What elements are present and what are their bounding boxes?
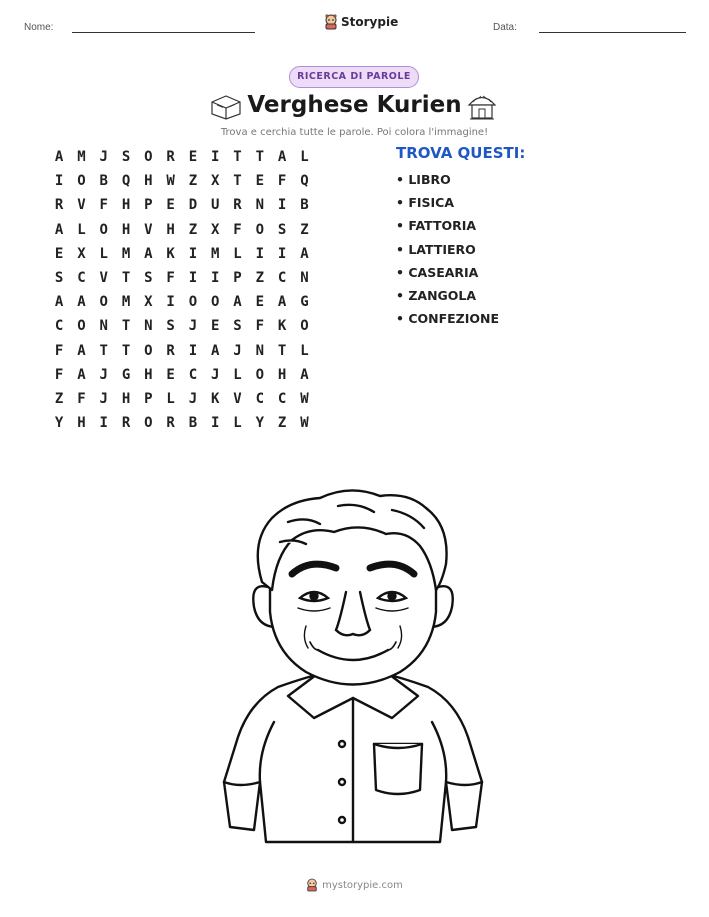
grid-letter[interactable]: V [99,269,108,286]
coloring-portrait[interactable] [210,482,500,852]
grid-letter[interactable]: R [233,197,242,214]
grid-letter[interactable]: A [277,149,287,165]
grid-letter[interactable]: F [54,366,64,383]
grid-letter[interactable]: Q [300,173,309,190]
grid-letter[interactable]: K [277,318,287,335]
grid-letter[interactable]: I [188,342,198,359]
word-search-grid[interactable] [48,148,316,438]
grid-letter[interactable]: L [77,221,86,238]
grid-letter[interactable]: L [99,245,108,262]
grid-letter[interactable]: A [233,294,242,311]
grid-letter[interactable]: H [121,390,131,407]
grid-row [48,390,316,414]
grid-letter[interactable]: A [144,245,153,262]
grid-row [48,221,316,245]
grid-letter[interactable]: I [255,245,265,262]
grid-letter[interactable]: Z [188,221,198,238]
grid-letter[interactable]: P [144,390,153,407]
grid-letter[interactable]: X [211,173,220,190]
date-label: Data: [493,22,517,33]
grid-letter[interactable]: Z [300,221,309,238]
grid-letter[interactable]: D [188,197,198,214]
grid-letter[interactable]: F [166,269,175,286]
grid-row [48,269,316,293]
grid-letter[interactable]: L [233,245,242,262]
grid-letter[interactable]: S [54,269,64,286]
grid-letter[interactable]: S [144,269,153,286]
grid-letter[interactable]: T [121,269,131,286]
grid-letter[interactable]: I [211,149,220,165]
page-title: Verghese Kurien [247,92,462,118]
grid-letter[interactable]: A [54,149,64,165]
grid-letter[interactable]: K [166,245,175,262]
word-item: • FISICA [396,195,455,211]
grid-letter[interactable]: L [300,149,309,165]
grid-letter[interactable]: L [166,390,175,407]
grid-letter[interactable]: R [54,197,64,214]
word-item: • CASEARIA [396,264,479,280]
grid-row [48,366,316,390]
grid-letter[interactable]: U [211,197,220,214]
grid-letter[interactable]: O [144,342,153,359]
grid-letter[interactable]: I [277,197,287,214]
grid-letter[interactable]: F [277,173,287,190]
grid-letter[interactable]: C [77,269,86,286]
grid-row [48,342,316,366]
name-line[interactable] [72,32,255,33]
grid-letter[interactable]: Z [277,415,287,432]
grid-letter[interactable]: O [99,294,108,311]
footer-link[interactable]: mystorypie.com [322,879,403,891]
grid-letter[interactable]: B [300,197,309,214]
word-list-title: TROVA QUESTI: [396,144,526,162]
grid-letter[interactable]: I [277,245,287,262]
grid-letter[interactable]: H [277,366,287,383]
grid-letter[interactable]: C [277,390,287,407]
grid-row [48,317,316,341]
grid-letter[interactable]: W [166,173,175,190]
grid-letter[interactable]: P [233,269,242,286]
grid-letter[interactable]: H [77,415,86,432]
title-row [0,92,709,124]
grid-letter[interactable]: F [99,197,108,214]
grid-row [48,172,316,196]
grid-letter[interactable]: S [277,221,287,238]
grid-letter[interactable]: M [121,294,131,311]
storypie-mascot-icon [324,14,338,30]
grid-letter[interactable]: Z [188,173,198,190]
grid-letter[interactable]: J [188,390,198,407]
grid-row [48,414,316,438]
grid-letter[interactable]: T [277,342,287,359]
grid-letter[interactable]: X [211,221,220,238]
grid-letter[interactable]: Y [54,415,64,432]
brand-logo [324,14,398,30]
word-item: • CONFEZIONE [396,311,500,327]
grid-letter[interactable]: H [144,173,153,190]
grid-letter[interactable]: F [77,390,86,407]
grid-letter[interactable]: T [99,342,108,359]
grid-letter[interactable]: C [54,318,64,335]
grid-letter[interactable]: N [255,197,265,214]
grid-letter[interactable]: X [144,294,153,311]
grid-letter[interactable]: S [166,318,175,335]
grid-letter[interactable]: O [144,149,153,165]
grid-letter[interactable]: T [121,318,131,335]
grid-letter[interactable]: P [144,197,153,214]
instructions: Trova e cerchia tutte le parole. Poi colora l'immagine! [220,127,489,138]
grid-letter[interactable]: Z [54,390,64,407]
grid-letter[interactable]: O [188,294,198,311]
grid-letter[interactable]: J [99,390,108,407]
grid-letter[interactable]: H [121,197,131,214]
grid-letter[interactable]: E [54,245,64,262]
grid-letter[interactable]: A [54,294,64,311]
grid-letter[interactable]: I [54,173,64,190]
grid-letter[interactable]: E [188,149,198,165]
grid-letter[interactable]: E [255,173,265,190]
grid-letter[interactable]: T [233,149,242,165]
grid-letter[interactable]: O [211,294,220,311]
grid-letter[interactable]: A [77,294,86,311]
header [0,14,709,44]
grid-letter[interactable]: F [233,221,242,238]
name-label: Nome: [24,22,54,33]
grid-letter[interactable]: T [255,149,265,165]
grid-letter[interactable]: I [211,269,220,286]
grid-letter[interactable]: J [233,342,242,359]
grid-letter[interactable]: A [300,245,309,262]
grid-letter[interactable]: G [300,294,309,311]
grid-letter[interactable]: I [99,415,108,432]
grid-letter[interactable]: M [211,245,220,262]
grid-letter[interactable]: F [255,318,265,335]
word-item: • FATTORIA [396,218,477,234]
grid-letter[interactable]: A [54,221,64,238]
grid-letter[interactable]: O [99,221,108,238]
date-line[interactable] [539,32,686,33]
grid-letter[interactable]: X [77,245,86,262]
grid-letter[interactable]: S [233,318,242,335]
grid-letter[interactable]: C [255,390,265,407]
grid-letter[interactable]: V [233,390,242,407]
grid-letter[interactable]: C [188,366,198,383]
word-list [396,144,525,334]
grid-letter[interactable]: H [144,366,153,383]
grid-letter[interactable]: H [121,221,131,238]
brand-name: Storypie [341,15,399,29]
grid-letter[interactable]: O [255,221,265,238]
grid-letter[interactable]: J [99,149,108,165]
grid-letter[interactable]: A [211,342,220,359]
grid-letter[interactable]: A [77,342,86,359]
grid-letter[interactable]: V [77,197,86,214]
grid-letter[interactable]: B [188,415,198,432]
grid-letter[interactable]: I [166,294,175,311]
grid-row [48,245,316,269]
grid-letter[interactable]: W [300,415,309,432]
grid-letter[interactable]: G [121,366,131,383]
grid-letter[interactable]: R [166,149,175,165]
grid-letter[interactable]: O [77,173,86,190]
grid-letter[interactable]: A [300,366,309,383]
footer [0,878,709,892]
grid-letter[interactable]: T [121,342,131,359]
grid-letter[interactable]: T [233,173,242,190]
grid-letter[interactable]: I [211,415,220,432]
grid-row [48,196,316,220]
grid-letter[interactable]: H [166,221,175,238]
grid-letter[interactable]: V [144,221,153,238]
grid-row [48,148,316,172]
storypie-mascot-icon [306,878,318,892]
grid-letter[interactable]: N [144,318,153,335]
grid-row [48,293,316,317]
grid-letter[interactable]: O [300,318,309,335]
grid-letter[interactable]: L [300,342,309,359]
grid-letter[interactable]: F [54,342,64,359]
grid-letter[interactable]: O [77,318,86,335]
grid-letter[interactable]: R [166,342,175,359]
grid-letter[interactable]: A [77,366,86,383]
grid-letter[interactable]: L [233,366,242,383]
grid-letter[interactable]: S [121,149,131,165]
grid-letter[interactable]: Z [255,269,265,286]
grid-letter[interactable]: W [300,390,309,407]
grid-letter[interactable]: K [211,390,220,407]
word-item: • LIBRO [396,172,451,187]
grid-letter[interactable]: R [166,415,175,432]
grid-letter[interactable]: B [99,173,108,190]
grid-letter[interactable]: A [277,294,287,311]
grid-letter[interactable]: Y [255,415,265,432]
grid-letter[interactable]: N [255,342,265,359]
grid-letter[interactable]: E [211,318,220,335]
grid-letter[interactable]: L [233,415,242,432]
grid-letter[interactable]: R [121,415,131,432]
grid-letter[interactable]: Q [121,173,131,190]
grid-letter[interactable]: E [166,197,175,214]
grid-letter[interactable]: O [144,415,153,432]
grid-letter[interactable]: I [188,269,198,286]
word-item: • ZANGOLA [396,287,477,303]
grid-letter[interactable]: J [188,318,198,335]
grid-letter[interactable]: M [77,149,86,165]
grid-letter[interactable]: O [255,366,265,383]
grid-letter[interactable]: C [277,269,287,286]
grid-letter[interactable]: N [99,318,108,335]
grid-letter[interactable]: J [211,366,220,383]
grid-letter[interactable]: E [166,366,175,383]
grid-letter[interactable]: I [188,245,198,262]
grid-letter[interactable]: E [255,294,265,311]
category-badge: RICERCA DI PAROLE [289,66,419,88]
grid-letter[interactable]: M [121,245,131,262]
grid-letter[interactable]: N [300,269,309,286]
word-item: • LATTIERO [396,241,476,257]
grid-letter[interactable]: J [99,366,108,383]
hut-icon [467,92,497,120]
